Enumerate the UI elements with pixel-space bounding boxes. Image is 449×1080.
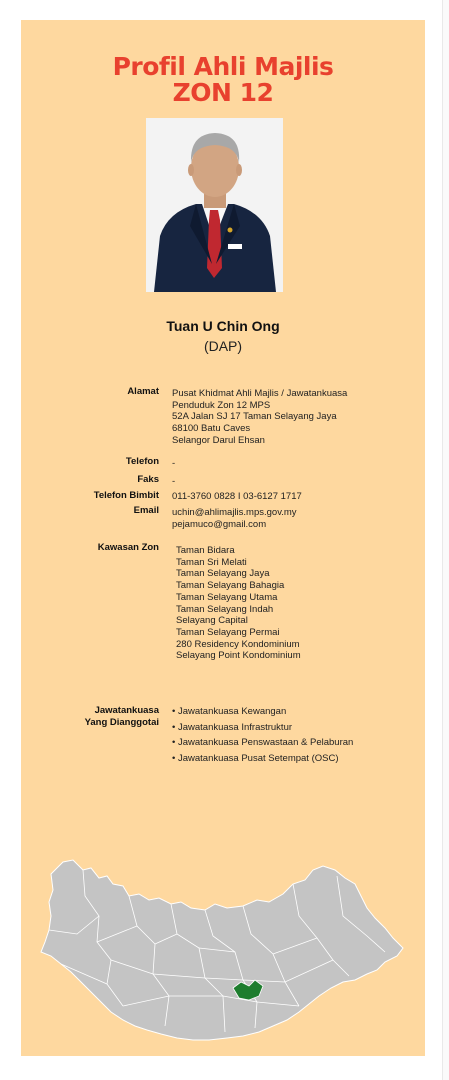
committee-item: • Jawatankuasa Kewangan	[172, 706, 287, 717]
email-address[interactable]: uchin@ahlimajlis.mps.gov.my	[172, 507, 297, 518]
fax-label: Faks	[137, 474, 159, 485]
zone-area-item: Taman Selayang Utama	[176, 591, 278, 603]
zone-area-item: Selayang Capital	[176, 615, 248, 627]
committees-list	[172, 706, 353, 769]
zone-area-item: Taman Selayang Indah	[176, 603, 274, 615]
committee-item: • Jawatankuasa Pusat Setempat (OSC)	[172, 753, 339, 765]
address-line: Selangor Darul Ehsan	[172, 434, 265, 446]
address-line: Pusat Khidmat Ahli Majlis / Jawatankuasa	[172, 388, 348, 399]
committees-label	[85, 705, 159, 729]
email-label: Email	[133, 505, 159, 516]
zone-area-item: Taman Sri Melati	[176, 556, 247, 568]
councillor-photo	[146, 118, 283, 292]
party-affiliation: (DAP)	[203, 338, 243, 354]
zone-areas-list	[176, 545, 301, 662]
portrait-image	[146, 118, 283, 292]
mobile-label: Telefon Bimbit	[93, 490, 159, 501]
telephone-label: Telefon	[125, 456, 159, 467]
mobile-value: 011-3760 0828 I 03-6127 1717	[172, 491, 302, 502]
committee-item: • Jawatankuasa Infrastruktur	[172, 721, 293, 733]
zone-title: ZON 12	[172, 78, 274, 107]
zone-area-item: Taman Selayang Permai	[176, 626, 280, 638]
email-value	[172, 507, 297, 530]
zone-area-item: Taman Selayang Jaya	[176, 568, 270, 580]
zone-area-item: Selayang Point Kondominium	[176, 650, 301, 662]
committees-label-line: Jawatankuasa	[94, 705, 159, 716]
zone-map	[37, 856, 409, 1046]
district-outline	[41, 860, 403, 1040]
address-line: 52A Jalan SJ 17 Taman Selayang Jaya	[172, 411, 337, 423]
zone-areas-label: Kawasan Zon	[97, 542, 159, 553]
profile-card	[21, 20, 425, 1056]
address-line: Penduduk Zon 12 MPS	[172, 399, 271, 411]
page-title: Profil Ahli Majlis	[112, 52, 334, 81]
address-line: 68100 Batu Caves	[172, 423, 251, 435]
telephone-value: -	[172, 458, 176, 469]
zone-area-item: 280 Residency Kondominium	[176, 638, 300, 650]
committees-label-line: Yang Dianggotai	[84, 717, 159, 728]
zone-area-item: Taman Selayang Bahagia	[176, 580, 285, 592]
committee-item: • Jawatankuasa Penswastaan & Pelaburan	[172, 737, 354, 749]
email-address[interactable]: pejamuco@gmail.com	[172, 518, 267, 530]
address-value	[172, 388, 347, 447]
address-label: Alamat	[127, 386, 159, 397]
scrollbar[interactable]	[442, 0, 449, 1080]
fax-value: -	[172, 476, 176, 487]
zone-area-item: Taman Bidara	[176, 545, 235, 556]
councillor-name: Tuan U Chin Ong	[166, 318, 280, 334]
